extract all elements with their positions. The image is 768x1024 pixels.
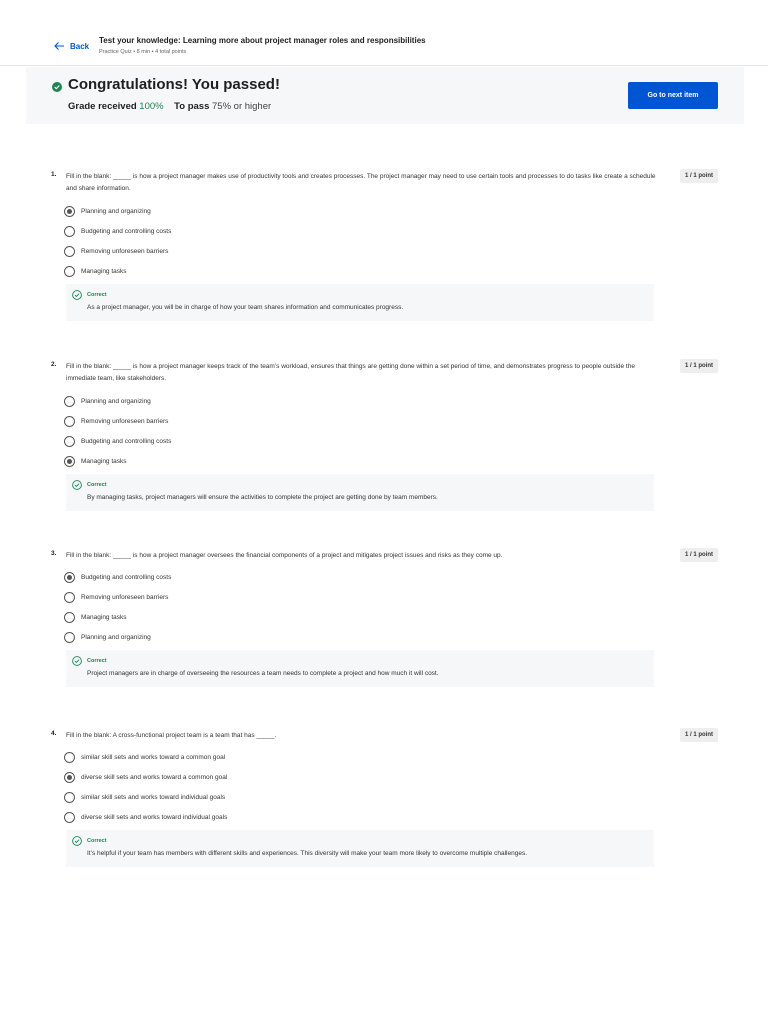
radio-unselected[interactable] bbox=[64, 612, 75, 623]
radio-selected[interactable] bbox=[64, 572, 75, 583]
question-text: Fill in the blank: A cross-functional project team is a team that has _____. bbox=[66, 732, 277, 739]
answer-option[interactable] bbox=[64, 221, 464, 241]
options-list bbox=[64, 201, 464, 281]
feedback-text: It’s helpful if your team has members with different skills and experiences. This diversity will make your team more likely to overcome multiple challenges. bbox=[87, 850, 528, 857]
pass-value: 75% or higher bbox=[212, 101, 272, 112]
feedback-title: Correct bbox=[87, 292, 107, 298]
option-label: Managing tasks bbox=[81, 457, 127, 465]
grade-summary bbox=[68, 101, 271, 112]
question-text: Fill in the blank: _____ is how a project manager keeps track of the team’s workload, ensures that things are getting done within a set period of time, and demonstrates progress to people outside the immediate team, like stakeholders. bbox=[66, 363, 635, 382]
radio-unselected[interactable] bbox=[64, 226, 75, 237]
points-badge: 1 / 1 point bbox=[680, 728, 718, 742]
check-circle-outline-icon bbox=[72, 836, 82, 846]
radio-selected[interactable] bbox=[64, 206, 75, 217]
feedback-title: Correct bbox=[87, 658, 107, 664]
radio-selected[interactable] bbox=[64, 456, 75, 467]
option-label: Budgeting and controlling costs bbox=[81, 227, 172, 235]
quiz-meta: Practice Quiz • 8 min • 4 total points bbox=[99, 49, 187, 55]
option-label: similar skill sets and works toward a common goal bbox=[81, 753, 226, 761]
grade-value: 100% bbox=[139, 101, 164, 112]
option-label: Removing unforeseen barriers bbox=[81, 247, 169, 255]
points-badge: 1 / 1 point bbox=[680, 359, 718, 373]
check-circle-outline-icon bbox=[72, 480, 82, 490]
answer-option[interactable] bbox=[64, 201, 464, 221]
answer-option[interactable] bbox=[64, 607, 464, 627]
answer-option[interactable] bbox=[64, 587, 464, 607]
feedback-text: By managing tasks, project managers will ensure the activities to complete the project are getting done by team members. bbox=[87, 494, 438, 501]
radio-unselected[interactable] bbox=[64, 416, 75, 427]
radio-selected[interactable] bbox=[64, 772, 75, 783]
option-label: Removing unforeseen barriers bbox=[81, 417, 169, 425]
options-list bbox=[64, 747, 464, 827]
answer-option[interactable] bbox=[64, 627, 464, 647]
feedback-text: As a project manager, you will be in charge of how your team shares information and communicates progress. bbox=[87, 304, 404, 311]
feedback-title: Correct bbox=[87, 482, 107, 488]
option-label: Planning and organizing bbox=[81, 633, 151, 641]
answer-option[interactable] bbox=[64, 431, 464, 451]
points-badge: 1 / 1 point bbox=[680, 548, 718, 562]
answer-option[interactable] bbox=[64, 261, 464, 281]
check-circle-outline-icon bbox=[72, 656, 82, 666]
feedback-panel bbox=[66, 650, 654, 687]
quiz-title: Test your knowledge: Learning more about project manager roles and responsibilities bbox=[99, 36, 426, 45]
pass-title: Congratulations! You passed! bbox=[68, 76, 280, 93]
arrow-left-icon bbox=[53, 40, 65, 52]
check-circle-outline-icon bbox=[72, 290, 82, 300]
radio-unselected[interactable] bbox=[64, 792, 75, 803]
answer-option[interactable] bbox=[64, 411, 464, 431]
radio-unselected[interactable] bbox=[64, 592, 75, 603]
answer-option[interactable] bbox=[64, 391, 464, 411]
question-number: 1. bbox=[51, 171, 57, 178]
answer-option[interactable] bbox=[64, 767, 464, 787]
result-banner bbox=[26, 67, 744, 124]
feedback-text: Project managers are in charge of overseeing the resources a team needs to complete a project and how much it will cost. bbox=[87, 670, 439, 677]
grade-label: Grade received bbox=[68, 101, 137, 112]
option-label: Budgeting and controlling costs bbox=[81, 437, 172, 445]
points-badge: 1 / 1 point bbox=[680, 169, 718, 183]
top-bar bbox=[0, 0, 768, 66]
answer-option[interactable] bbox=[64, 241, 464, 261]
check-circle-icon bbox=[52, 82, 62, 92]
question-text: Fill in the blank: _____ is how a project manager oversees the financial components of a project and mitigates project issues and risks as they come up. bbox=[66, 552, 503, 559]
radio-unselected[interactable] bbox=[64, 266, 75, 277]
radio-unselected[interactable] bbox=[64, 632, 75, 643]
radio-unselected[interactable] bbox=[64, 246, 75, 257]
answer-option[interactable] bbox=[64, 807, 464, 827]
answer-option[interactable] bbox=[64, 567, 464, 587]
options-list bbox=[64, 567, 464, 647]
option-label: diverse skill sets and works toward a common goal bbox=[81, 773, 228, 781]
option-label: Budgeting and controlling costs bbox=[81, 573, 172, 581]
question-number: 4. bbox=[51, 730, 57, 737]
answer-option[interactable] bbox=[64, 747, 464, 767]
back-label: Back bbox=[70, 41, 90, 51]
option-label: diverse skill sets and works toward individual goals bbox=[81, 813, 228, 821]
feedback-panel bbox=[66, 284, 654, 321]
back-link[interactable] bbox=[53, 40, 89, 52]
radio-unselected[interactable] bbox=[64, 436, 75, 447]
option-label: Managing tasks bbox=[81, 613, 127, 621]
option-label: Planning and organizing bbox=[81, 207, 151, 215]
pass-label: To pass bbox=[174, 101, 210, 112]
radio-unselected[interactable] bbox=[64, 812, 75, 823]
go-to-next-item-button[interactable]: Go to next item bbox=[628, 82, 718, 109]
answer-option[interactable] bbox=[64, 451, 464, 471]
option-label: Planning and organizing bbox=[81, 397, 151, 405]
answer-option[interactable] bbox=[64, 787, 464, 807]
feedback-panel bbox=[66, 474, 654, 511]
option-label: similar skill sets and works toward individual goals bbox=[81, 793, 226, 801]
question-number: 3. bbox=[51, 550, 57, 557]
radio-unselected[interactable] bbox=[64, 396, 75, 407]
question-text: Fill in the blank: _____ is how a project manager makes use of productivity tools and creates processes. The project manager may need to use certain tools and processes to do tasks like create a schedule and share information. bbox=[66, 173, 656, 192]
feedback-panel bbox=[66, 830, 654, 867]
options-list bbox=[64, 391, 464, 471]
feedback-title: Correct bbox=[87, 838, 107, 844]
radio-unselected[interactable] bbox=[64, 752, 75, 763]
option-label: Removing unforeseen barriers bbox=[81, 593, 169, 601]
option-label: Managing tasks bbox=[81, 267, 127, 275]
question-number: 2. bbox=[51, 361, 57, 368]
